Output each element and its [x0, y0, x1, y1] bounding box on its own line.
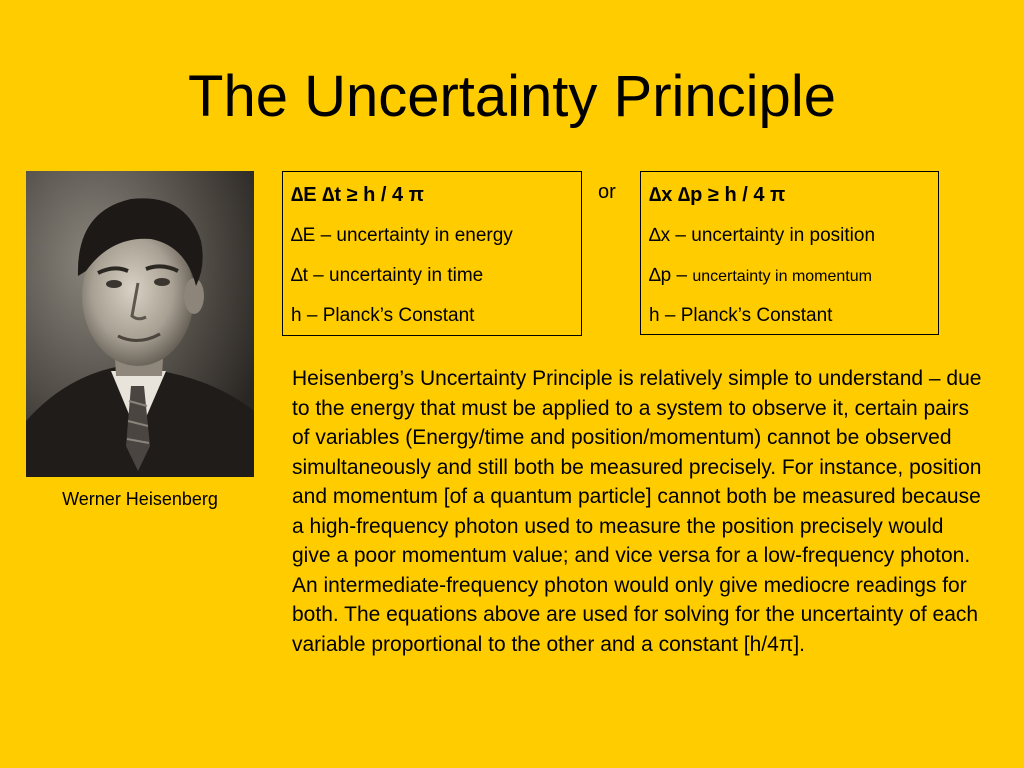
slide-title: The Uncertainty Principle [188, 64, 836, 129]
position-momentum-equation-box [640, 171, 939, 335]
time-definition: ∆t – uncertainty in time [291, 265, 484, 286]
portrait-illustration [26, 171, 254, 477]
position-momentum-formula: ∆x ∆p ≥ h / 4 π [649, 184, 786, 206]
planck-definition: h – Planck’s Constant [291, 305, 475, 326]
momentum-text: uncertainty in momentum [692, 268, 872, 285]
momentum-symbol: ∆p – [649, 265, 693, 286]
portrait-caption: Werner Heisenberg [62, 489, 218, 509]
heisenberg-portrait [26, 171, 254, 477]
explanation-paragraph: Heisenberg’s Uncertainty Principle is relatively simple to understand – due to the energy that must be applied to a system to observe it, certain pairs of variables (Energy/time and position/momentum) cannot be observed simultaneously and still both be measured precisely. For instance, position and momentum [of a quantum particle] cannot both be measured because a high-frequency photon used to measure the position precisely would give a poor momentum value; and vice versa for a low-frequency photon. An intermediate-frequency photon would only give mediocre readings for both. The equations above are used for solving for the uncertainty of each variable proportional to the other and a constant [h/4π]. [292, 367, 982, 656]
energy-time-equation-box [282, 171, 582, 336]
energy-definition: ∆E – uncertainty in energy [291, 225, 513, 246]
momentum-definition [649, 256, 938, 296]
or-connector: or [598, 181, 616, 203]
planck-definition-right: h – Planck’s Constant [649, 305, 833, 326]
energy-time-formula: ∆E ∆t ≥ h / 4 π [291, 184, 424, 206]
position-definition: ∆x – uncertainty in position [649, 225, 876, 246]
